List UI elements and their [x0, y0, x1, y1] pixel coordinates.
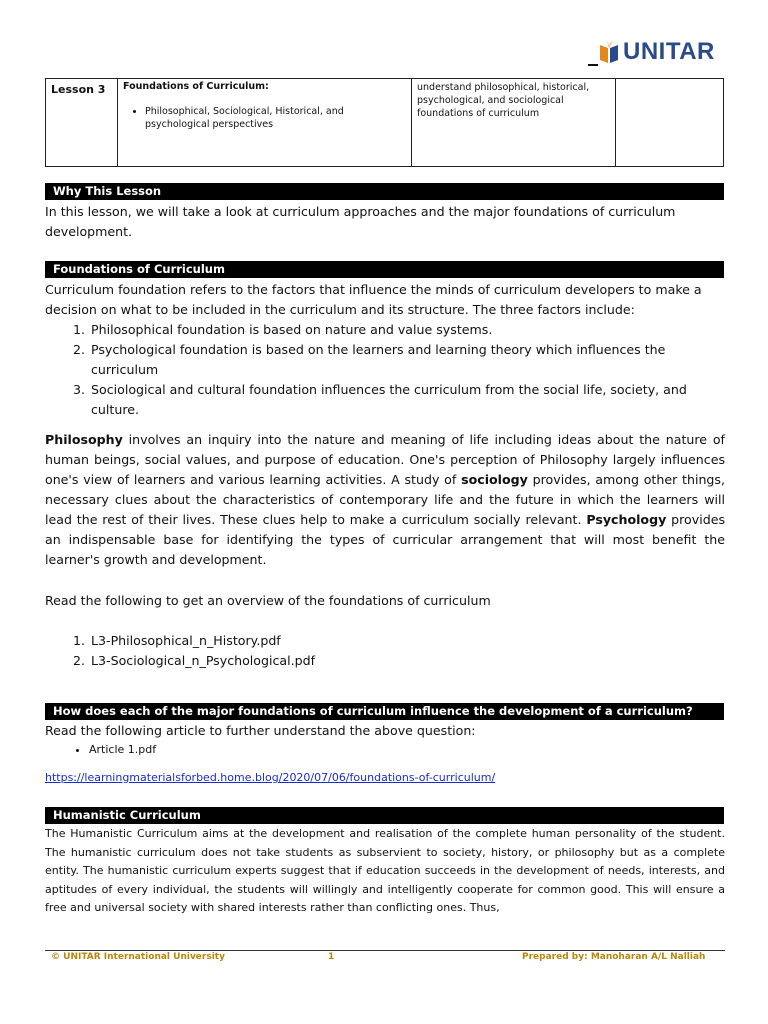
footer-copyright: © UNITAR International University: [51, 952, 225, 962]
article-link[interactable]: https://learningmaterialsforbed.home.blog/2020/07/06/foundations-of-curriculum/: [45, 771, 496, 784]
foundations-heading: Foundations of Curriculum: [45, 261, 724, 278]
article-section: [45, 741, 725, 760]
list-item: 3. Sociological and cultural foundation influences the curriculum from the social life, society, and culture.: [89, 380, 725, 420]
bold-psychology: Psychology: [586, 512, 667, 527]
logo-text: UNITAR: [623, 38, 715, 65]
list-item: 1. Philosophical foundation is based on nature and value systems.: [89, 320, 725, 340]
influence-heading: How does each of the major foundations of curriculum influence the development of a curriculum?: [45, 703, 724, 720]
list-item: 2. Psychological foundation is based on the learners and learning theory which influences the curriculum: [89, 340, 725, 380]
lesson-empty-cell: [616, 79, 724, 167]
article-list: [45, 741, 725, 760]
footer-prepared-by: Prepared by: Manoharan A/L Nalliah: [522, 952, 706, 962]
foundations-list: [45, 320, 725, 420]
lesson-table: [45, 78, 724, 167]
book-logo-icon: [598, 39, 620, 65]
footer-page-number: 1: [328, 952, 335, 962]
files-section: [45, 631, 725, 671]
lesson-label: Lesson 3: [46, 79, 118, 167]
foundations-intro: Curriculum foundation refers to the factors that influence the minds of curriculum developers to make a decision on what to be included in the curriculum and its structure. The three factors include:: [45, 282, 702, 317]
file-item[interactable]: 1. L3-Philosophical_n_History.pdf: [89, 631, 725, 651]
footer-divider: [45, 950, 725, 951]
unitar-logo: [588, 38, 715, 66]
link-row: [45, 769, 725, 788]
article-item[interactable]: • Article 1.pdf: [89, 741, 725, 760]
lesson-topic-title: Foundations of Curriculum:: [123, 81, 269, 92]
lesson-topic-cell: [118, 79, 412, 167]
humanistic-text: The Humanistic Curriculum aims at the development and realisation of the complete human personality of the student. The humanistic curriculum does not take students as subservient to society, history, or philosophy but as a complete entity. The humanistic curriculum experts suggest that if education succeeds in the development of needs, interests, and aptitudes of every individual, the students will willingly and intelligently cooperate for common good. This will ensure a free and universal society with shared interests rather than conflicting ones. Thus,: [45, 827, 725, 914]
read-intro: Read the following to get an overview of the foundations of curriculum: [45, 593, 491, 608]
logo-underline: [588, 64, 598, 66]
foundations-section: [45, 280, 725, 420]
bold-philosophy: Philosophy: [45, 432, 123, 447]
files-list: [45, 631, 725, 671]
philosophy-paragraph: Philosophy involves an inquiry into the nature and meaning of life including ideas about the nature of human beings, social values, and purpose of education. One's perception of Philosophy largely influences one's view of learners and various learning activities. A study of sociology provides, among other things, necessary clues about the characteristics of contemporary life and the future in which the learners will lead the rest of their lives. These clues help to make a curriculum socially relevant. Psychology provides an indispensable base for identifying the types of curricular arrangement that will most benefit the learner's growth and development.: [45, 432, 726, 567]
humanistic-heading: Humanistic Curriculum: [45, 807, 724, 824]
bold-sociology: sociology: [461, 472, 528, 487]
file-item[interactable]: 2. L3-Sociological_n_Psychological.pdf: [89, 651, 725, 671]
lesson-outcome: understand philosophical, historical, psychological, and sociological foundations of curriculum: [412, 79, 616, 167]
why-text: In this lesson, we will take a look at curriculum approaches and the major foundations of curriculum development.: [45, 204, 676, 239]
lesson-topic-bullet: • Philosophical, Sociological, Historical, and psychological perspectives: [145, 105, 406, 131]
influence-text: Read the following article to further understand the above question:: [45, 723, 476, 738]
why-heading: Why This Lesson: [45, 183, 724, 200]
